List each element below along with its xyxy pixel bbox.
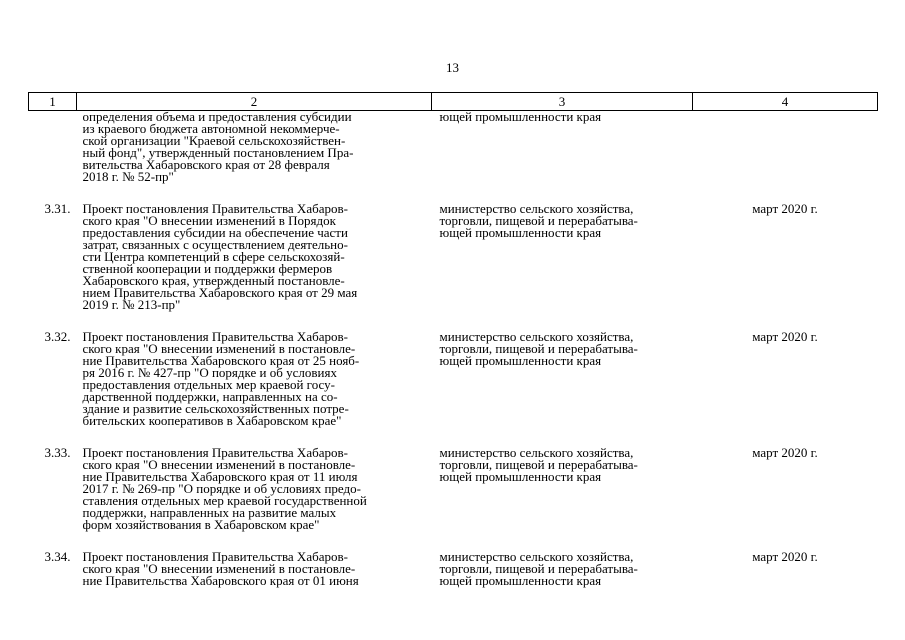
row-description	[77, 447, 432, 531]
row-description	[77, 203, 432, 311]
responsible-line: министерство сельского хозяйства,	[439, 549, 634, 564]
row-responsible	[432, 447, 693, 531]
row-deadline: март 2020 г.	[752, 445, 818, 460]
description-line: предоставления отдельных мер краевой госу-	[82, 377, 335, 392]
column-header-4: 4	[693, 93, 878, 111]
page-number: 13	[446, 60, 459, 75]
row-spacer-cell	[29, 311, 878, 331]
description-line: ря 2016 г. № 427-пр "О порядке и об условиях	[82, 365, 337, 380]
responsible-line: ющей промышленности края	[439, 353, 602, 368]
row-number: 3.33.	[44, 445, 71, 460]
description-line: ского края "О внесении изменений в постановле-	[82, 341, 356, 356]
row-spacer-cell	[29, 531, 878, 551]
description-line: 2019 г. № 213-пр"	[82, 297, 181, 312]
description-line: ской организации "Краевой сельскохозяйствен-	[82, 133, 346, 148]
column-header-2: 2	[77, 93, 432, 111]
description-line: ского края "О внесении изменений в Порядок	[82, 213, 336, 228]
description-line: предоставления субсидии на обеспечение части	[82, 225, 348, 240]
description-line: ние Правительства Хабаровского края от 25 нояб-	[82, 353, 360, 368]
plan-table	[28, 92, 878, 587]
column-header-1: 1	[29, 93, 77, 111]
row-spacer	[29, 183, 878, 203]
responsible-line: торговли, пищевой и перерабатыва-	[439, 341, 638, 356]
responsible-line: торговли, пищевой и перерабатыва-	[439, 457, 638, 472]
table-row	[29, 447, 878, 531]
description-line: здание и развитие сельскохозяйственных потре-	[82, 401, 349, 416]
description-line: ского края "О внесении изменений в постановле-	[82, 457, 356, 472]
description-line: дарственной поддержки, направленных на со-	[82, 389, 338, 404]
row-spacer	[29, 531, 878, 551]
description-line: Проект постановления Правительства Хабаров-	[82, 549, 348, 564]
description-line: Проект постановления Правительства Хабаров-	[82, 201, 348, 216]
row-spacer-cell	[29, 427, 878, 447]
responsible-line: ющей промышленности края	[439, 225, 602, 240]
row-number: 3.31.	[44, 201, 71, 216]
row-description	[77, 551, 432, 587]
row-responsible	[432, 203, 693, 311]
description-line: 2017 г. № 269-пр "О порядке и об условиях предо-	[82, 481, 361, 496]
row-responsible	[432, 331, 693, 427]
responsible-line: министерство сельского хозяйства,	[439, 329, 634, 344]
row-description	[77, 111, 432, 184]
row-number: 3.32.	[44, 329, 71, 344]
description-line: форм хозяйствования в Хабаровском крае"	[82, 517, 320, 532]
row-responsible	[432, 551, 693, 587]
table-body	[29, 111, 878, 588]
table-row	[29, 331, 878, 427]
column-header-3: 3	[432, 93, 693, 111]
row-number: 3.34.	[44, 549, 71, 564]
description-line: вительства Хабаровского края от 28 февраля	[82, 157, 330, 172]
row-deadline: март 2020 г.	[752, 549, 818, 564]
description-line: ставления отдельных мер краевой государственной	[82, 493, 367, 508]
row-deadline: март 2020 г.	[752, 329, 818, 344]
description-line: бительских кооперативов в Хабаровском крае"	[82, 413, 342, 428]
responsible-line: ющей промышленности края	[439, 469, 602, 484]
responsible-line: ющей промышленности края	[439, 109, 602, 124]
description-line: затрат, связанных с осуществлением деятельно-	[82, 237, 348, 252]
description-line: ние Правительства Хабаровского края от 11 июля	[82, 469, 358, 484]
table-header-row	[29, 93, 878, 111]
responsible-line: ющей промышленности края	[439, 573, 602, 588]
row-spacer-cell	[29, 183, 878, 203]
description-line: ственной кооперации и поддержки фермеров	[82, 261, 333, 276]
responsible-line: торговли, пищевой и перерабатыва-	[439, 561, 638, 576]
description-line: поддержки, направленных на развитие малых	[82, 505, 337, 520]
row-deadline	[693, 111, 878, 184]
row-number	[29, 111, 77, 184]
row-description	[77, 331, 432, 427]
row-spacer	[29, 311, 878, 331]
description-line: ского края "О внесении изменений в постановле-	[82, 561, 356, 576]
table-row	[29, 203, 878, 311]
description-line: Проект постановления Правительства Хабаров-	[82, 445, 348, 460]
description-line: нием Правительства Хабаровского края от 29 мая	[82, 285, 358, 300]
responsible-line: торговли, пищевой и перерабатыва-	[439, 213, 638, 228]
row-responsible	[432, 111, 693, 184]
description-line: Проект постановления Правительства Хабаров-	[82, 329, 348, 344]
description-line: определения объема и предоставления субсидии	[82, 109, 352, 124]
row-deadline: март 2020 г.	[752, 201, 818, 216]
description-line: ный фонд", утвержденный постановлением Пра-	[82, 145, 354, 160]
description-line: сти Центра компетенций в сфере сельскохозяй-	[82, 249, 345, 264]
table-row	[29, 551, 878, 587]
responsible-line: министерство сельского хозяйства,	[439, 201, 634, 216]
table-row	[29, 111, 878, 184]
description-line: Хабаровского края, утвержденный постановле-	[82, 273, 345, 288]
responsible-line: министерство сельского хозяйства,	[439, 445, 634, 460]
row-spacer	[29, 427, 878, 447]
description-line: из краевого бюджета автономной некоммерче-	[82, 121, 340, 136]
description-line: ние Правительства Хабаровского края от 01 июня	[82, 573, 359, 588]
description-line: 2018 г. № 52-пр"	[82, 169, 174, 184]
